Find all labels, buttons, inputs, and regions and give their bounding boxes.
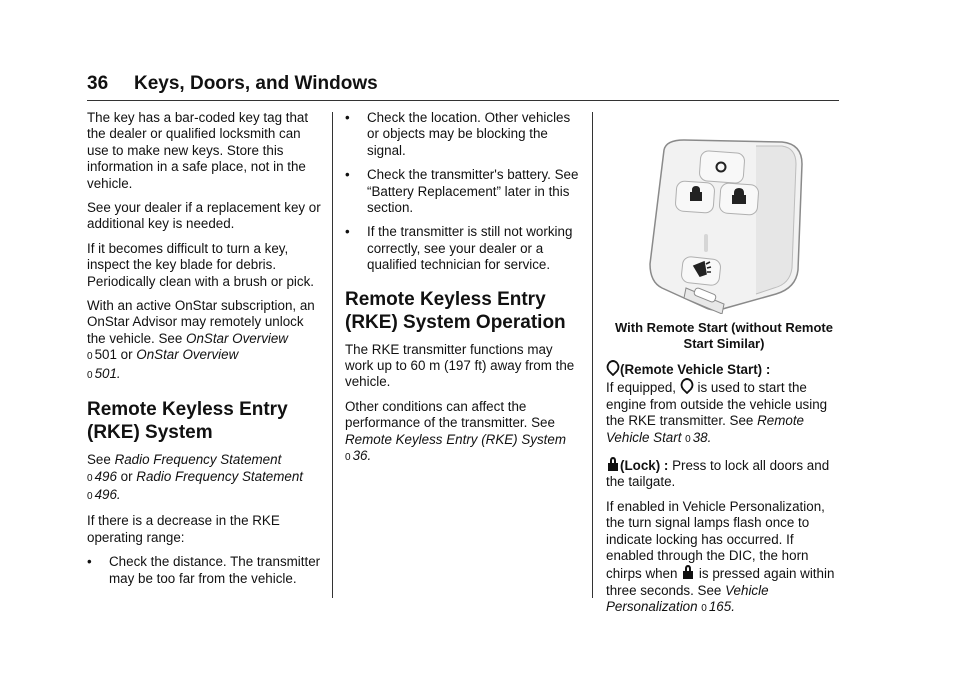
page-ref-arrow-icon: 0	[345, 452, 351, 464]
page-ref-arrow-icon: 0	[87, 472, 93, 484]
paragraph-range: The RKE transmitter functions may work up to 60 m (197 ft) away from the vehicle.	[345, 341, 575, 390]
link-radio-frequency-2[interactable]: Radio Frequency Statement	[136, 468, 304, 484]
paragraph-remote-start: (Remote Vehicle Start) : If equipped, is used to start the engine from outside the vehicle using the RKE transmitter. See Remote Vehicle Start 0 38.	[606, 362, 828, 445]
list-item: • Check the distance. The transmitter may be too far from the vehicle.	[87, 554, 321, 586]
page-ref-arrow-icon: 0	[87, 369, 93, 381]
remote-start-icon	[680, 378, 694, 394]
paragraph-key-tag: The key has a bar-coded key tag that the dealer or qualified locksmith can use to make new keys. Store this information in a safe place, not in the vehicle.	[87, 110, 309, 191]
chapter-title: Keys, Doors, and Windows	[134, 73, 378, 94]
lock-icon	[606, 456, 620, 472]
paragraph-replacement: See your dealer if a replacement key or additional key is needed.	[87, 200, 321, 232]
bullet-icon: •	[345, 167, 350, 183]
section-heading-rke-operation: Remote Keyless Entry (RKE) System Operation	[345, 288, 566, 333]
bullet-icon: •	[345, 110, 350, 125]
paragraph-conditions: Other conditions can affect the performance of the transmitter. See Remote Keyless Entry (RKE) System 0 36.	[345, 398, 567, 464]
paragraph-range-decrease: If there is a decrease in the RKE operating range:	[87, 513, 280, 545]
bullet-icon: •	[345, 224, 350, 240]
figure-caption: With Remote Start (without Remote Start Similar)	[615, 320, 833, 351]
link-radio-frequency-1[interactable]: Radio Frequency Statement	[114, 452, 282, 468]
link-rke-system[interactable]: Remote Keyless Entry (RKE) System	[345, 431, 567, 447]
list-item: • Check the location. Other vehicles or objects may be blocking the signal.	[345, 110, 571, 158]
page-ref-arrow-icon: 0	[701, 603, 707, 615]
column-divider-1	[332, 112, 333, 598]
paragraph-lock: (Lock) : Press to lock all doors and the tailgate.	[606, 458, 830, 490]
column-2	[345, 110, 580, 475]
page-ref-arrow-icon: 0	[87, 351, 93, 363]
column-1	[87, 110, 323, 595]
key-fob-illustration	[606, 138, 842, 314]
page-header	[87, 70, 839, 101]
paragraph-onstar: With an active OnStar subscription, an OnStar Advisor may remotely unlock the vehicle. See OnStar Overview 0 501 or OnStar Overview 0 501.	[87, 298, 315, 381]
paragraph-radio-frequency: See Radio Frequency Statement 0 496 or Radio Frequency Statement 0 496.	[87, 452, 304, 502]
key-fob-drawing	[606, 138, 842, 314]
section-heading-rke-system: Remote Keyless Entry (RKE) System	[87, 399, 288, 444]
link-onstar-overview-1[interactable]: OnStar Overview	[186, 330, 288, 346]
list-item: • If the transmitter is still not working correctly, see your dealer or a qualified technician for service.	[345, 224, 573, 273]
column-divider-2	[592, 112, 593, 598]
list-item: • Check the transmitter's battery. See “Battery Replacement” later in this section.	[345, 167, 579, 216]
paragraph-personalization: If enabled in Vehicle Personalization, the turn signal lamps flash once to indicate locking has occurred. If enabled through the DIC, the horn chirps when is pressed again within three seconds. See Vehicle Personalization 0 165.	[606, 498, 835, 615]
paragraph-debris: If it becomes difficult to turn a key, inspect the key blade for debris. Periodically clean with a brush or pick.	[87, 240, 315, 289]
link-vehicle-personalization[interactable]: Vehicle Personalization	[606, 582, 769, 615]
lock-icon	[681, 564, 695, 580]
bullet-icon: •	[87, 554, 92, 570]
page-ref-arrow-icon: 0	[87, 490, 93, 502]
link-onstar-overview-2[interactable]: OnStar Overview	[136, 347, 239, 363]
page-number: 36	[87, 73, 109, 94]
remote-start-icon	[606, 360, 620, 376]
link-remote-vehicle-start[interactable]: Remote Vehicle Start	[606, 413, 804, 445]
page-ref-arrow-icon: 0	[685, 433, 691, 445]
column-3	[606, 110, 842, 626]
